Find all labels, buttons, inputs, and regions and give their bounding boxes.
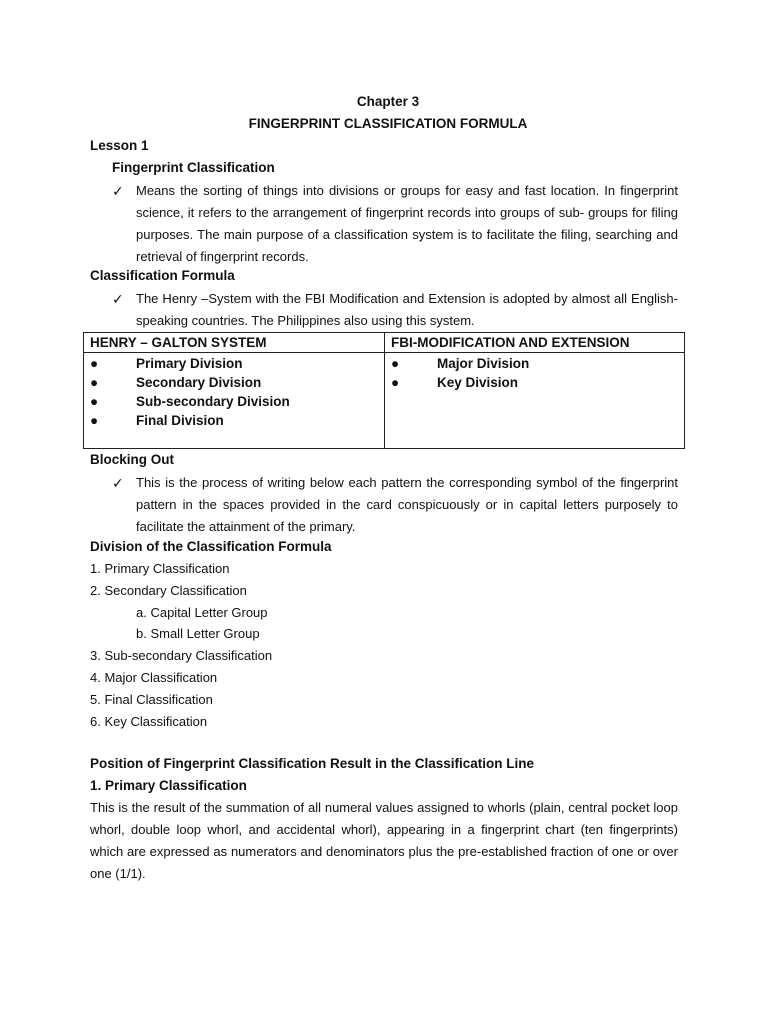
list-item: b. Small Letter Group xyxy=(136,626,260,642)
bullet-icon: ● xyxy=(90,356,99,371)
classification-systems-table xyxy=(83,332,685,449)
division-list xyxy=(90,558,272,732)
list-item: 6. Key Classification xyxy=(90,713,208,729)
classification-formula-text: The Henry –System with the FBI Modification and Extension is adopted by almost all English-speaking countries. The Philippines also using this system. xyxy=(136,291,678,328)
division-label: Key Division xyxy=(437,375,519,390)
section-heading-position-result: Position of Fingerprint Classification Result in the Classification Line xyxy=(90,756,535,771)
section-heading-fingerprint-classification: Fingerprint Classification xyxy=(112,160,275,175)
list-item: 4. Major Classification xyxy=(90,669,218,685)
chapter-label: Chapter 3 xyxy=(356,94,420,109)
bullet-icon: ● xyxy=(90,394,99,409)
bullet-icon: ● xyxy=(391,356,400,371)
primary-classification-text: This is the result of the summation of all numeral values assigned to whorls (plain, central pocket loop whorl, double loop whorl, and accidental whorl), appearing in a fingerprint chart (ten fingerprints) which are expressed as numerators and denominators plus the pre-established fraction of one or over one (1/1). xyxy=(90,800,678,881)
table-header-henry-galton: HENRY – GALTON SYSTEM xyxy=(84,333,385,353)
lesson-label: Lesson 1 xyxy=(90,138,149,153)
classification-formula-item xyxy=(112,288,678,332)
division-label: Secondary Division xyxy=(136,375,262,390)
list-item: 2. Secondary Classification xyxy=(90,582,247,598)
list-item xyxy=(391,373,678,392)
bullet-icon: ● xyxy=(90,375,99,390)
document-title: FINGERPRINT CLASSIFICATION FORMULA xyxy=(248,116,528,131)
henry-galton-divisions-cell xyxy=(84,353,385,449)
fbi-divisions-cell xyxy=(385,353,685,449)
table-row xyxy=(84,353,685,449)
list-item xyxy=(90,392,378,411)
check-mark-icon: ✓ xyxy=(112,183,124,199)
fingerprint-classification-text: Means the sorting of things into divisions or groups for easy and fast location. In fingerprint science, it refers to the arrangement of fingerprint records into groups of sub- groups for filing purposes. The main purpose of a classification system is to facilitate the filing, searching and retrieval of fingerprint records. xyxy=(136,183,678,264)
division-label: Major Division xyxy=(437,356,530,371)
bullet-icon: ● xyxy=(90,413,99,428)
list-item: 3. Sub-secondary Classification xyxy=(90,648,273,664)
blocking-out-item xyxy=(112,472,678,538)
list-item: 5. Final Classification xyxy=(90,691,213,707)
list-item xyxy=(391,354,678,373)
blocking-out-text: This is the process of writing below each pattern the corresponding symbol of the fingerprint pattern in the spaces provided in the card conspicuously or in capital letters purposely to facilitate the attainment of the primary. xyxy=(136,475,678,534)
division-label: Sub-secondary Division xyxy=(136,394,290,409)
list-item: 1. Primary Classification xyxy=(90,561,230,576)
check-mark-icon: ✓ xyxy=(112,291,124,307)
section-heading-division-formula: Division of the Classification Formula xyxy=(90,539,332,554)
table-header-fbi-modification: FBI-MODIFICATION AND EXTENSION xyxy=(385,333,685,353)
list-item xyxy=(90,411,378,430)
section-heading-classification-formula: Classification Formula xyxy=(90,268,235,283)
table-header-row xyxy=(84,333,685,353)
check-mark-icon: ✓ xyxy=(112,475,124,491)
division-label: Primary Division xyxy=(136,356,243,371)
division-label: Final Division xyxy=(136,413,224,428)
list-item xyxy=(90,354,378,373)
list-item xyxy=(90,373,378,392)
subheading-primary-classification: 1. Primary Classification xyxy=(90,778,247,793)
section-heading-blocking-out: Blocking Out xyxy=(90,452,174,467)
bullet-icon: ● xyxy=(391,375,400,390)
list-item: a. Capital Letter Group xyxy=(136,604,268,620)
fingerprint-classification-item xyxy=(112,180,678,268)
